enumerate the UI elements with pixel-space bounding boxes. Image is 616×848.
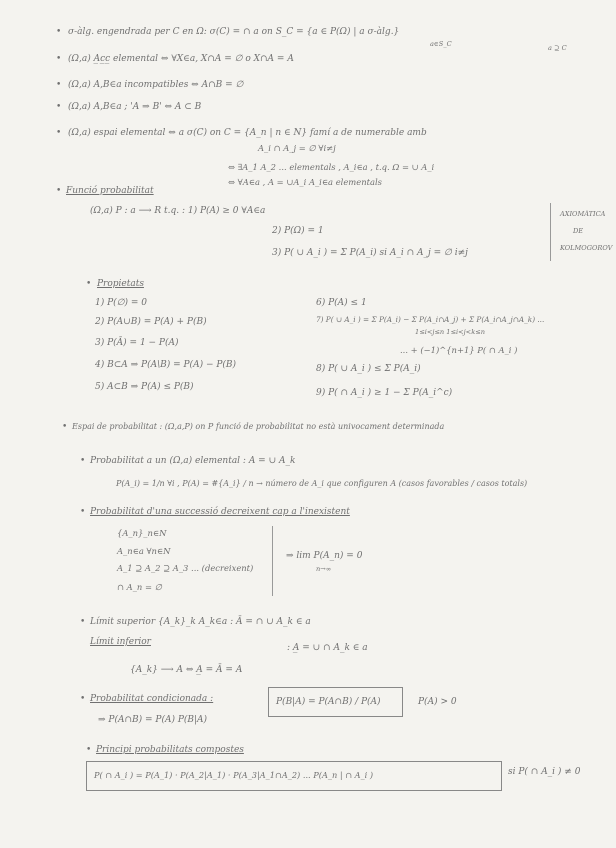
kolmogorov-label3: KOLMOGOROV [560, 244, 613, 252]
elemental-probability-formula: P(A_i) = 1/n ∀i , P(A) = #{A_i} / n → número de A_i que configuren A (casos favorables / casos totals) [116, 479, 528, 488]
probability-function-axiom3: 3) P( ∪ A_i ) = Σ P(A_i) si A_i ∩ A_j = ∅ i≠j [272, 248, 468, 258]
kolmogorov-label1: AXIOMÀTICA [560, 210, 606, 218]
incompatible-definition: (Ω,a) A,B∈a incompatibles ⇔ A∩B = ∅ [68, 80, 244, 90]
bullet: • [80, 694, 86, 704]
property-8: 8) P( ∪ A_i ) ≤ Σ P(A_i) [316, 364, 421, 374]
property-7: 7) P( ∪ A_i ) = Σ P(A_i) − Σ P(A_i∩A_j) + Σ P(A_i∩A_j∩A_k) ... [316, 315, 545, 324]
properties-title: Propietats [97, 279, 144, 289]
bullet: • [56, 186, 62, 196]
compound-formula: P( ∩ A_i ) = P(A_1) · P(A_2|A_1) · P(A_3|A_1∩A_2) ... P(A_n | ∩ A_i ) [94, 770, 374, 780]
bullet: • [80, 456, 86, 466]
implication-definition: (Ω,a) A,B∈a ; 'A ⇒ B' ⇔ A ⊂ B [68, 102, 202, 112]
property-7-indices: 1≤i<j≤n 1≤i<j<k≤n [415, 328, 485, 336]
elemental-space-line1: (Ω,a) espai elemental ⇔ a σ(C) on C = {A_n | n ∈ N} famí a de numerable amb [68, 128, 427, 138]
compound-probability-title: Principi probabilitats compostes [96, 745, 244, 755]
axiom-bracket [550, 203, 551, 261]
elemental-space-line4: ⇔ ∀A∈a , A = ∪A_i A_i∈a elementals [228, 177, 382, 187]
decreasing-sequence-result: ⇒ lim P(A_n) = 0 [286, 551, 363, 561]
sigma-algebra-sub1: a∈S_C [430, 40, 452, 48]
kolmogorov-label2: DE [573, 227, 584, 235]
conditional-probability-title: Probabilitat condicionada : [90, 694, 214, 704]
bullet: • [86, 745, 92, 755]
bullet: • [56, 54, 62, 64]
bullet: • [86, 279, 92, 289]
property-4: 4) B⊂A ⇒ P(A\B) = P(A) − P(B) [95, 360, 237, 370]
limit-inferior-formula: : A̲ = ∪ ∩ A_k ∈ a [287, 643, 368, 653]
conditional-condition: P(A) > 0 [418, 697, 457, 707]
elemental-probability-title: Probabilitat a un (Ω,a) elemental : A = ∪ A_k [90, 456, 296, 466]
bullet: • [56, 27, 62, 37]
decreasing-sequence-l2: A_n∈a ∀n∈N [117, 546, 171, 556]
bullet: • [56, 80, 62, 90]
decreasing-sequence-title: Probabilitat d'una successió decreixent cap a l'inexistent [90, 507, 350, 517]
bullet: • [62, 422, 68, 432]
property-3: 3) P(Ā) = 1 − P(A) [95, 338, 179, 348]
decreasing-sequence-limit-sub: n→∞ [316, 565, 332, 573]
limit-convergence: {A_k} ⟶ A ⇔ A̲ = Ā = A [130, 665, 243, 675]
bullet: • [80, 507, 86, 517]
probability-function-axiom2: 2) P(Ω) = 1 [272, 226, 324, 236]
conditional-consequence: ⇒ P(A∩B) = P(A) P(B|A) [98, 715, 208, 725]
sigma-algebra-definition: σ-àlg. engendrada per C en Ω: σ(C) = ∩ a on S_C = {a ∈ P(Ω) | a σ-àlg.} [68, 27, 400, 37]
elemental-set-definition: (Ω,a) A̲c̲c̲ elemental ⇔ ∀X∈a, X∩A = ∅ o X∩A = A [68, 54, 294, 64]
decreasing-bracket [272, 526, 273, 596]
bullet: • [56, 128, 62, 138]
property-7-tail: ... + (−1)^{n+1} P( ∩ A_i ) [400, 345, 518, 355]
elemental-space-line3: ⇔ ∃A_1 A_2 ... elementals , A_i∈a , t.q. Ω = ∪ A_i [228, 162, 435, 172]
property-2: 2) P(A∪B) = P(A) + P(B) [95, 317, 207, 327]
limit-inferior-label: Límit inferior [90, 637, 151, 647]
property-5: 5) A⊂B ⇒ P(A) ≤ P(B) [95, 382, 194, 392]
conditional-formula: P(B|A) = P(A∩B) / P(A) [276, 697, 381, 707]
limit-superior: Límit superior {A_k}_k A_k∈a : Ā = ∩ ∪ A_k ∈ a [90, 617, 311, 627]
sigma-algebra-sub2: a ⊇ C [548, 44, 567, 52]
probability-space-definition: Espai de probabilitat : (Ω,a,P) on P funció de probabilitat no està univocament determinada [72, 422, 445, 431]
decreasing-sequence-l3: A_1 ⊇ A_2 ⊇ A_3 ... (decreixent) [117, 563, 254, 573]
decreasing-sequence-l4: ∩ A_n = ∅ [117, 582, 162, 592]
bullet: • [80, 617, 86, 627]
compound-condition: si P( ∩ A_i ) ≠ 0 [508, 767, 581, 777]
decreasing-sequence-l1: {A_n}_n∈N [117, 528, 167, 538]
elemental-space-line2: A_i ∩ A_j = ∅ ∀i≠j [258, 143, 336, 153]
property-1: 1) P(∅) = 0 [95, 298, 148, 308]
probability-function-title: Funció probabilitat [66, 186, 154, 196]
property-6: 6) P(A) ≤ 1 [316, 298, 367, 308]
probability-function-axiom1: (Ω,a) P : a ⟶ R t.q. : 1) P(A) ≥ 0 ∀A∈a [90, 206, 266, 216]
property-9: 9) P( ∩ A_i ) ≥ 1 − Σ P(A_i^c) [316, 388, 453, 398]
bullet: • [56, 102, 62, 112]
